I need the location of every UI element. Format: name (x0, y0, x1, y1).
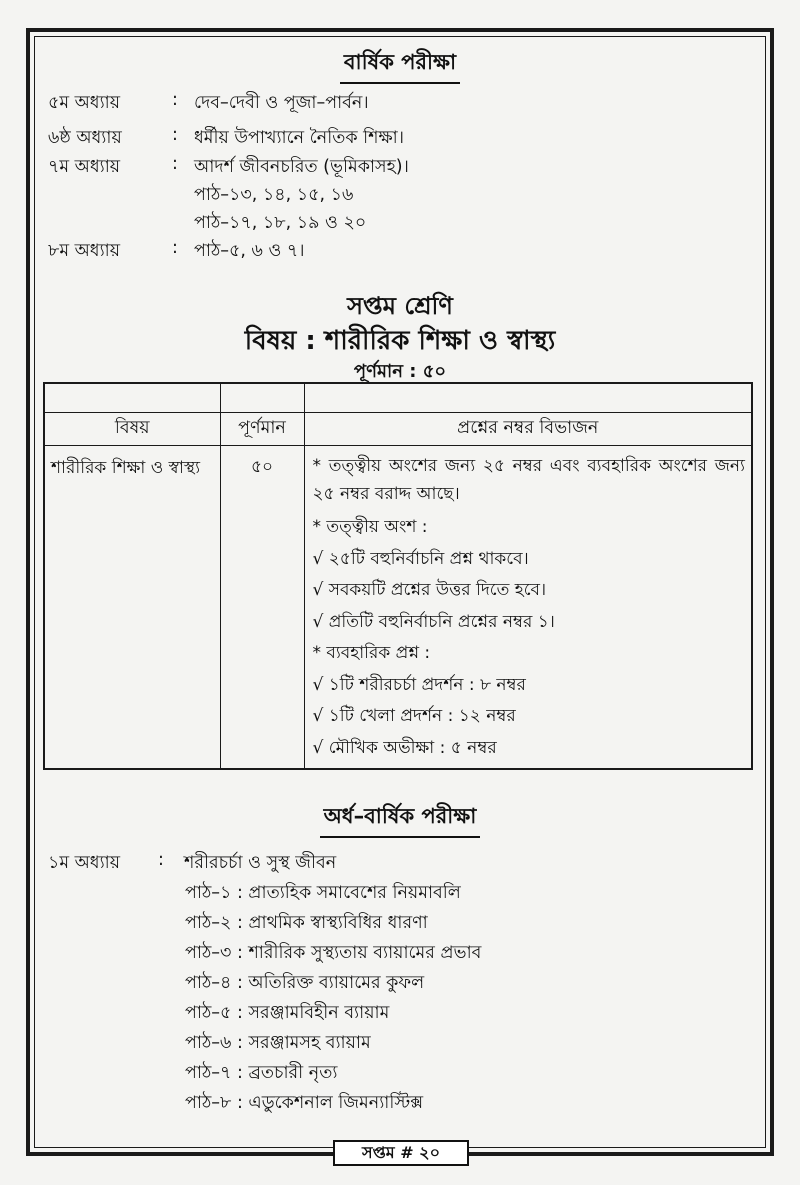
subject-title: বিষয় : শারীরিক শিক্ষা ও স্বাস্থ্য (244, 326, 556, 356)
half-yearly-heading: অর্ধ–বার্ষিক পরীক্ষা (0, 800, 800, 838)
table-row (44, 446, 752, 770)
distribution-line: √ ২৫টি বহুনির্বাচনি প্রশ্ন থাকবে। (312, 548, 529, 569)
distribution-line: * তত্ত্বীয় অংশ : (312, 517, 428, 537)
chapter-text: পাঠ–৫, ৬ ও ৭। (194, 241, 305, 261)
chapter-label: ৫ম অধ্যায় (48, 93, 121, 113)
distribution-line: √ ১টি খেলা প্রদর্শন : ১২ নম্বর (312, 706, 516, 726)
full-marks: পূর্ণমান : ৫০ (353, 361, 447, 382)
page-number-badge: সপ্তম # ২০ (333, 1140, 469, 1166)
chapter-text: আদর্শ জীবনচরিত (ভূমিকাসহ)। (194, 157, 409, 177)
distribution-line: * ব্যবহারিক প্রশ্ন : (312, 643, 431, 663)
chapter-text: ধর্মীয় উপাখ্যানে নৈতিক শিক্ষা। (194, 128, 405, 148)
chapter-label: ১ম অধ্যায় (48, 853, 121, 873)
distribution-cell (304, 446, 752, 770)
table-header-row (44, 413, 752, 446)
chapter-label: ৮ম অধ্যায় (48, 241, 121, 261)
chapter-title: শরীরচর্চা ও সুস্থ জীবন (184, 853, 337, 873)
class-title: সপ্তম শ্রেণি (347, 292, 453, 320)
chapter-text: দেব–দেবী ও পূজা–পার্বন। (194, 93, 369, 113)
subject-cell: শারীরিক শিক্ষা ও স্বাস্থ্য (44, 446, 220, 770)
distribution-line: √ ১টি শরীরচর্চা প্রদর্শন : ৮ নম্বর (312, 674, 526, 695)
chapter-label: ৬ষ্ঠ অধ্যায় (48, 128, 122, 148)
table-blank-row (44, 383, 752, 413)
marks-distribution-table (43, 382, 753, 770)
header-subject: বিষয় (44, 413, 220, 446)
header-distribution: প্রশ্নের নম্বর বিভাজন (304, 413, 752, 446)
marks-cell: ৫০ (220, 446, 304, 770)
header-full-marks: পূর্ণমান (220, 413, 304, 446)
distribution-line: * তত্ত্বীয় অংশের জন্য ২৫ নম্বর এবং ব্যবহারিক অংশের জন্য ২৫ নম্বর বরাদ্দ আছে। (312, 456, 745, 504)
distribution-line: √ প্রতিটি বহুনির্বাচনি প্রশ্নের নম্বর ১। (312, 611, 555, 632)
chapter-label: ৭ম অধ্যায় (48, 157, 121, 177)
distribution-line: √ মৌখিক অভীক্ষা : ৫ নম্বর (312, 737, 497, 758)
distribution-line: √ সবকয়টি প্রশ্নের উত্তর দিতে হবে। (312, 580, 547, 600)
annual-exam-heading: বার্ষিক পরীক্ষা (0, 46, 800, 84)
